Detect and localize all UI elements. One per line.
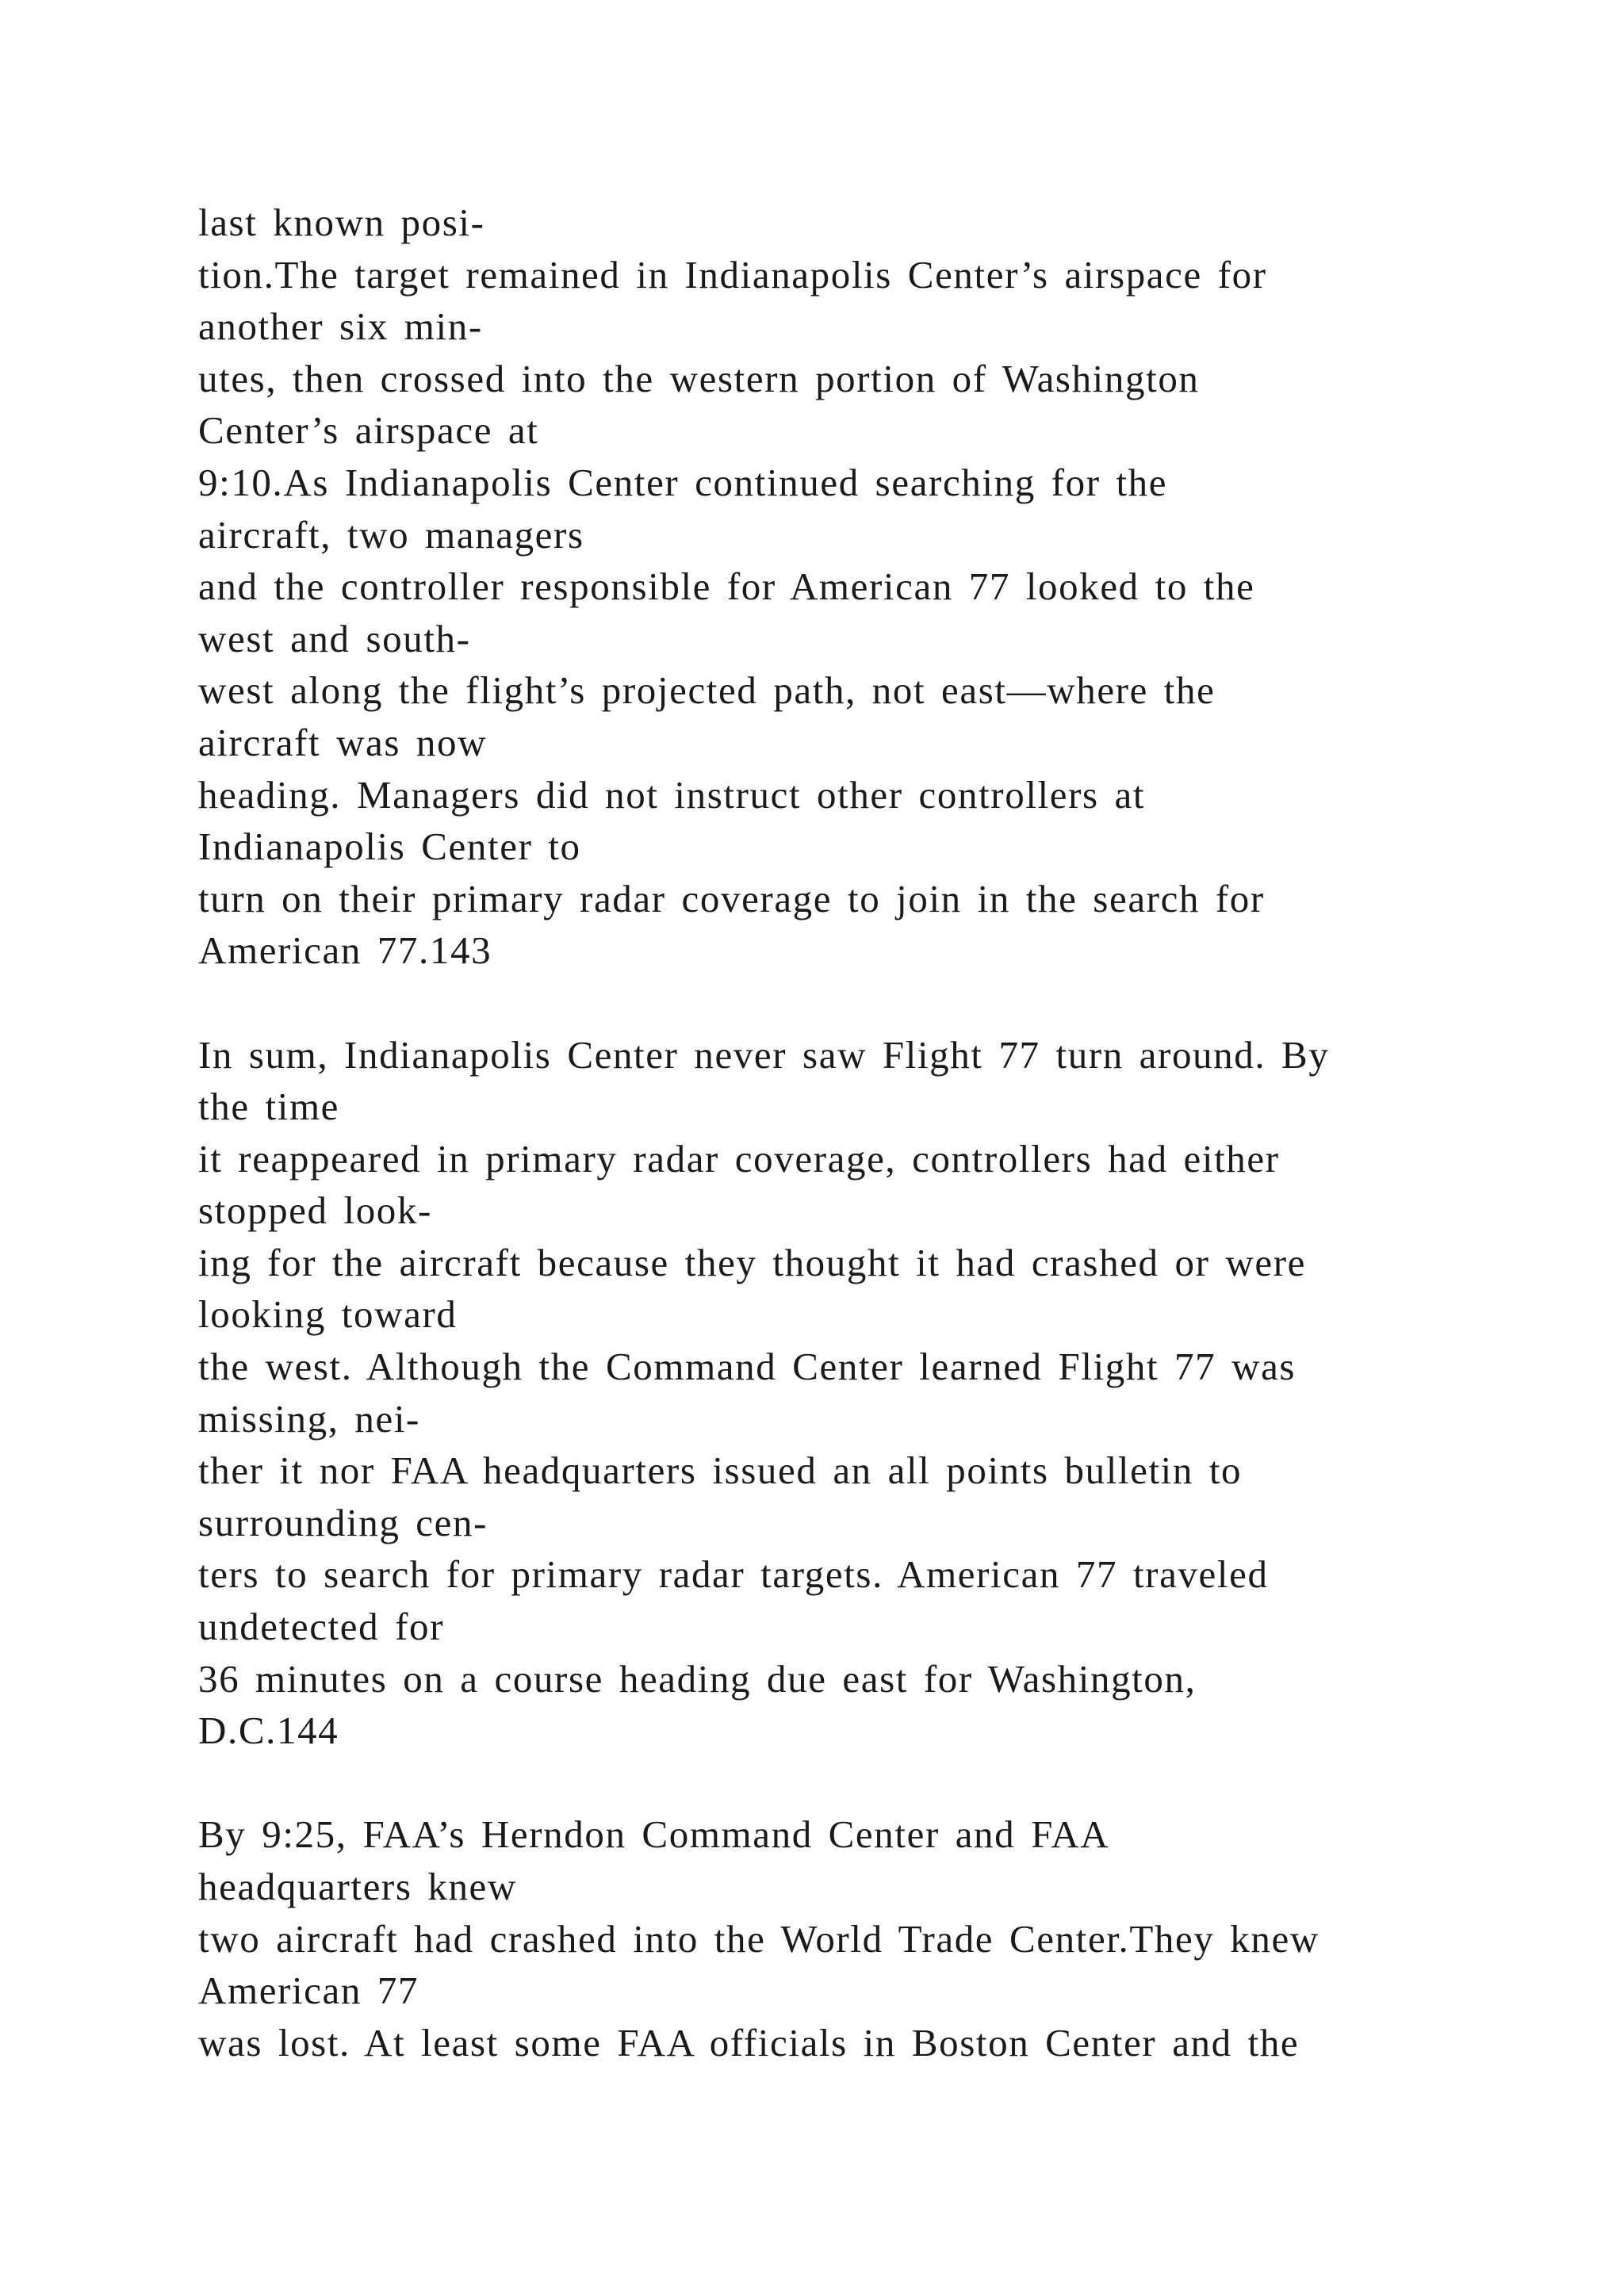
text-line: In sum, Indianapolis Center never saw Flight 77 turn around. By — [198, 1032, 1330, 1077]
text-line: west and south- — [198, 616, 471, 660]
text-line: Center’s airspace at — [198, 408, 539, 453]
text-line: missing, nei- — [198, 1396, 420, 1441]
paragraph-3 — [198, 1808, 1467, 2068]
text-line: 9:10.As Indianapolis Center continued searching for the — [198, 460, 1168, 504]
text-line: the west. Although the Command Center learned Flight 77 was — [198, 1345, 1297, 1389]
text-line: 36 minutes on a course heading due east for Washington, — [198, 1656, 1197, 1701]
text-line: it reappeared in primary radar coverage, controllers had either — [198, 1136, 1280, 1181]
text-line: D.C.144 — [198, 1709, 339, 1753]
paragraph-1 — [198, 197, 1467, 977]
text-line: another six min- — [198, 304, 483, 349]
text-line: American 77 — [198, 1969, 419, 2013]
text-line: looking toward — [198, 1292, 458, 1337]
text-line: By 9:25, FAA’s Herndon Command Center and FAA — [198, 1812, 1110, 1857]
text-line: American 77.143 — [198, 928, 492, 973]
text-line: Indianapolis Center to — [198, 825, 581, 869]
text-line: the time — [198, 1085, 340, 1129]
text-line: was lost. At least some FAA officials in Boston Center and the — [198, 2020, 1300, 2064]
text-line: and the controller responsible for American 77 looked to the — [198, 564, 1255, 609]
text-line: aircraft, two managers — [198, 512, 584, 557]
text-line: undetected for — [198, 1605, 445, 1649]
text-line: two aircraft had crashed into the World Trade Center.They knew — [198, 1916, 1320, 1961]
text-line: turn on their primary radar coverage to join in the search for — [198, 876, 1265, 920]
text-line: headquarters knew — [198, 1865, 517, 1908]
text-line: utes, then crossed into the western portion of Washington — [198, 356, 1200, 400]
text-line: last known posi- — [198, 201, 485, 244]
text-line: aircraft was now — [198, 720, 488, 764]
text-line: ters to search for primary radar targets. American 77 traveled — [198, 1552, 1269, 1597]
text-line: ther it nor FAA headquarters issued an all points bulletin to — [198, 1448, 1243, 1493]
paragraph-2 — [198, 1029, 1467, 1757]
text-line: surrounding cen- — [198, 1500, 488, 1544]
document-body — [198, 197, 1467, 2068]
text-line: ing for the aircraft because they thought it had crashed or were — [198, 1240, 1306, 1284]
text-line: tion.The target remained in Indianapolis Center’s airspace for — [198, 252, 1267, 297]
text-line: west along the flight’s projected path, not east—where the — [198, 668, 1216, 713]
text-line: heading. Managers did not instruct other controllers at — [198, 772, 1146, 817]
text-line: stopped look- — [198, 1188, 432, 1233]
